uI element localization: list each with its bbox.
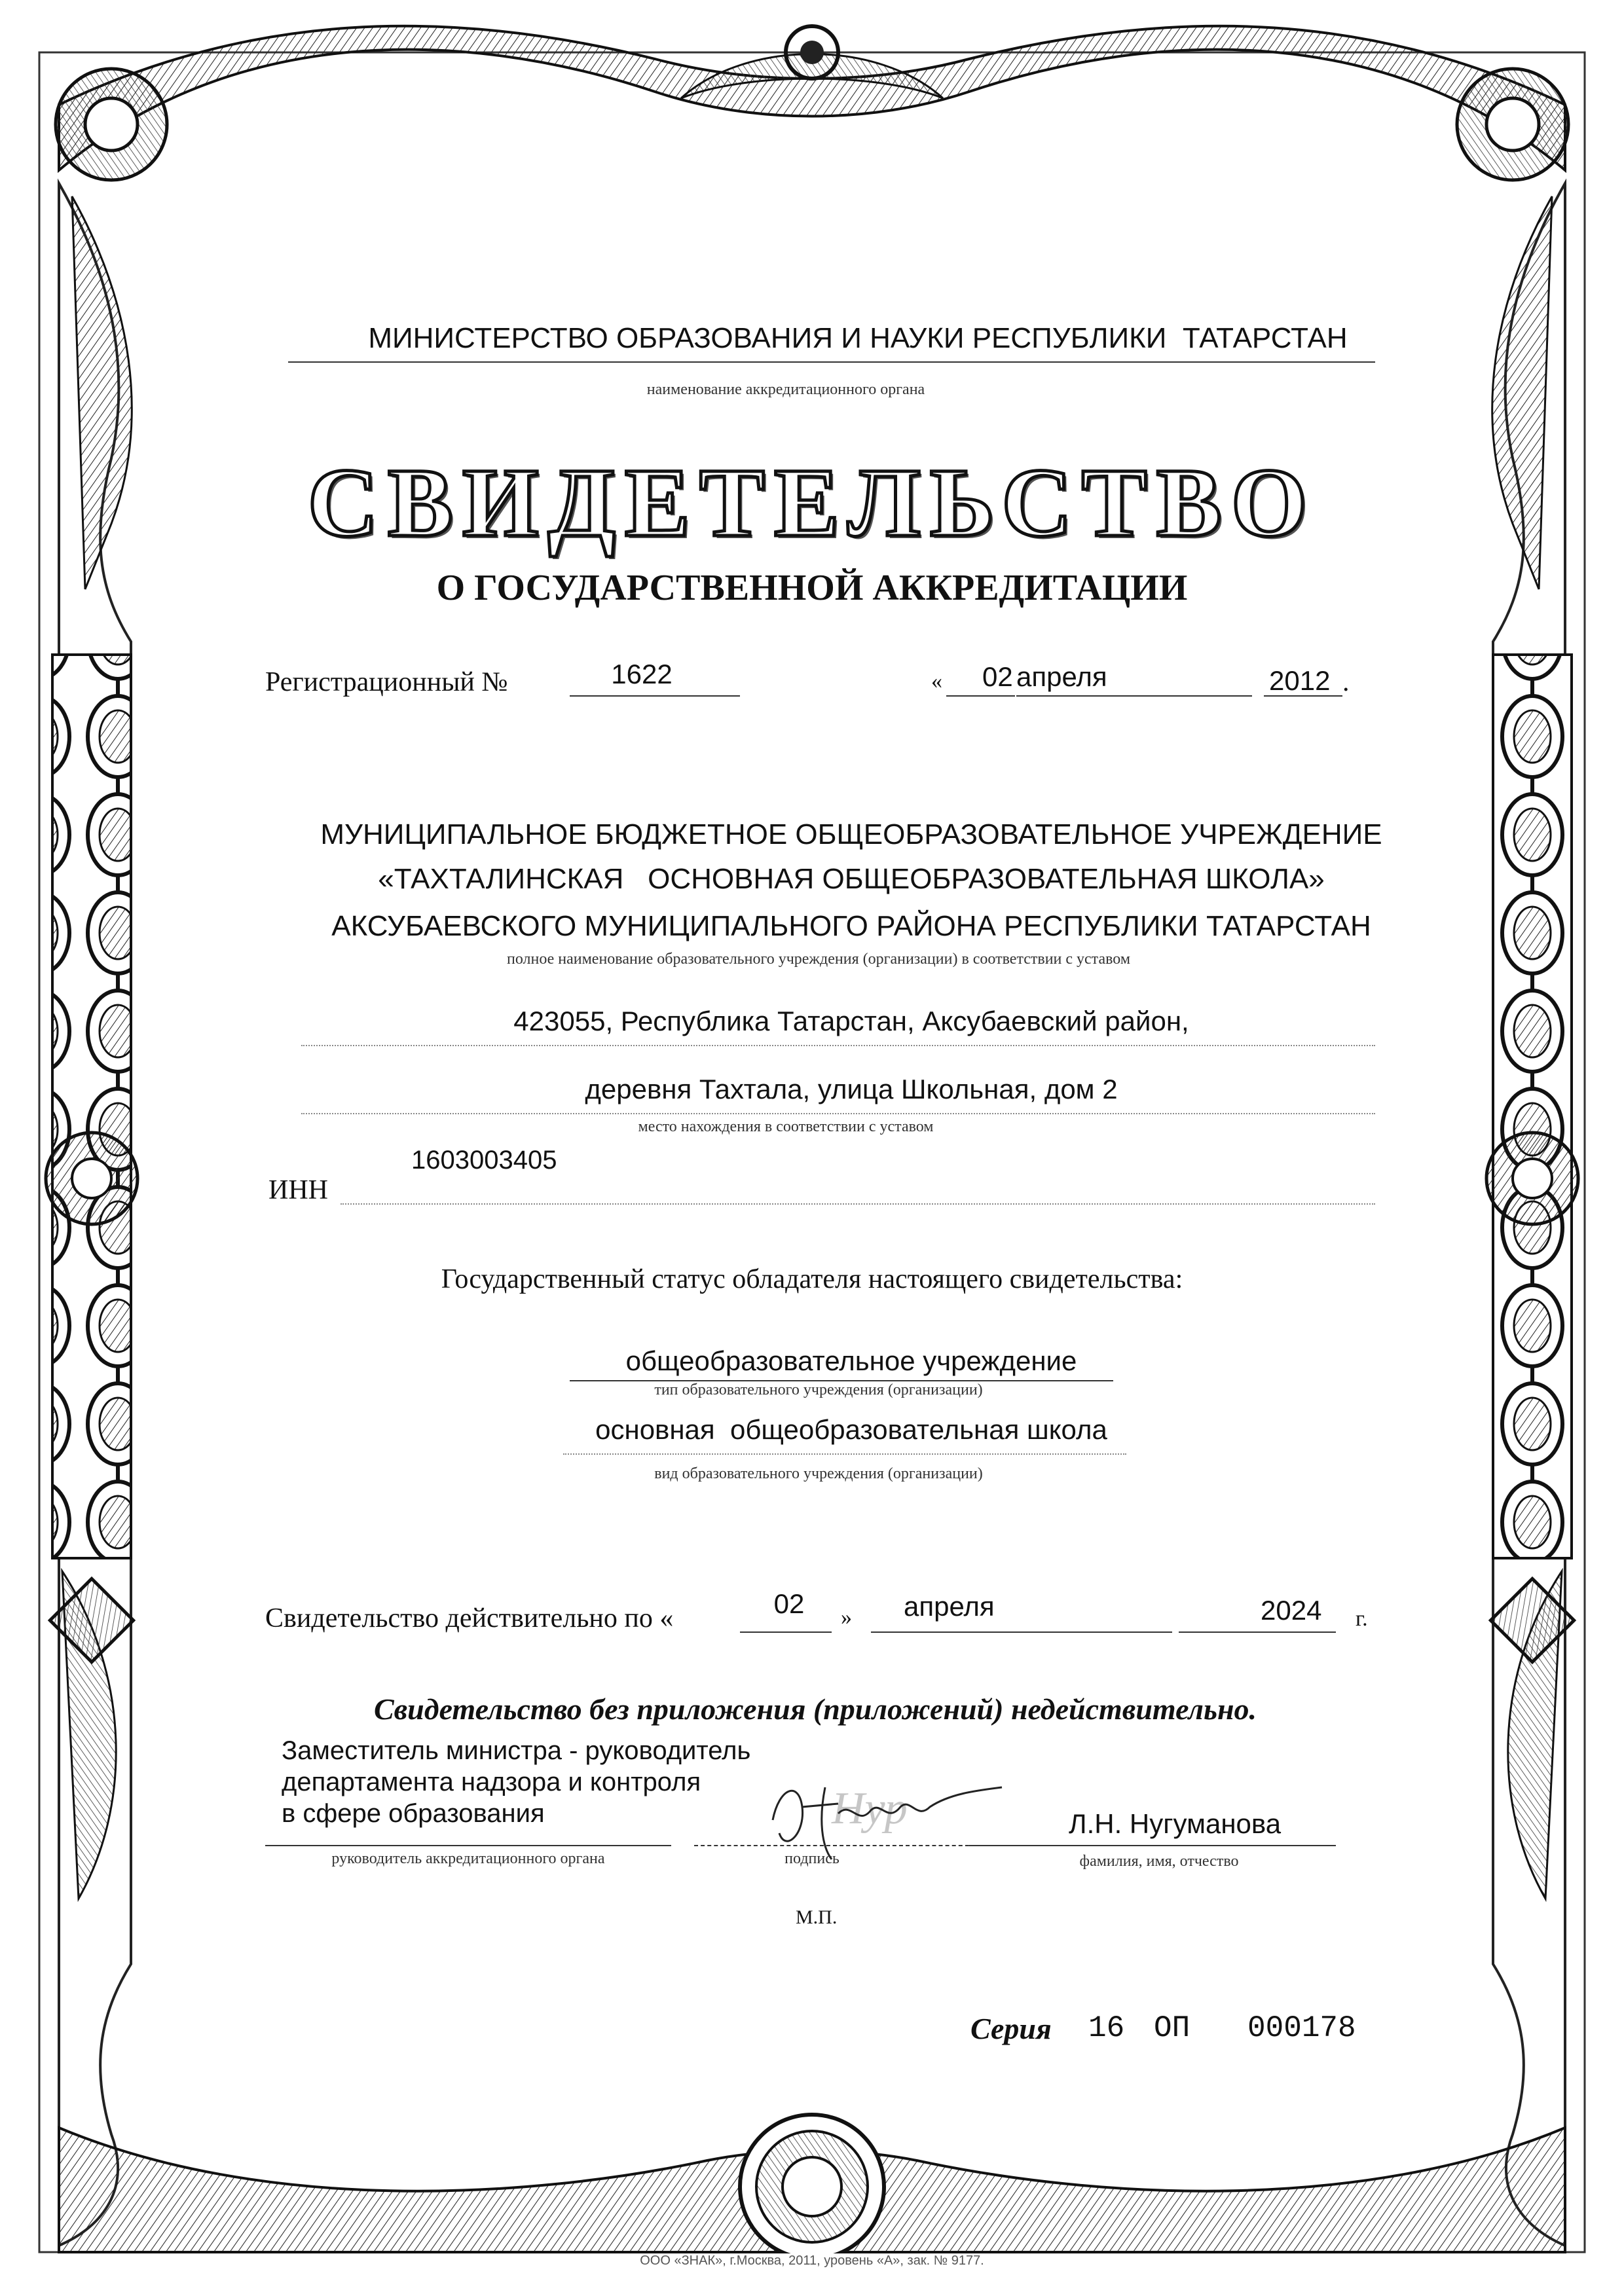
- inn-value: 1603003405: [411, 1146, 557, 1175]
- status-kind-value: основная общеобразовательная школа: [595, 1414, 1107, 1445]
- validity-month: апреля: [904, 1591, 995, 1622]
- address-line-1: 423055, Республика Татарстан, Аксубаевский район,: [513, 1006, 1189, 1036]
- registration-number-line: [570, 695, 740, 697]
- registration-day: 02: [982, 661, 1013, 692]
- registration-open-quote: «: [931, 669, 942, 693]
- status-kind-line: [563, 1453, 1126, 1455]
- authority-underline: [288, 361, 1375, 363]
- series-number: 000178: [1247, 2011, 1356, 2045]
- registration-number: 1622: [611, 659, 673, 689]
- institution-line-1: МУНИЦИПАЛЬНОЕ БЮДЖЕТНОЕ ОБЩЕОБРАЗОВАТЕЛЬНОЕ УЧРЕЖДЕНИЕ: [320, 818, 1382, 850]
- institution-caption: полное наименование образовательного учреждения (организации) в соответствии с уставом: [506, 951, 1131, 968]
- authority-name: МИНИСТЕРСТВО ОБРАЗОВАНИЯ И НАУКИ РЕСПУБЛИКИ ТАТАРСТАН: [368, 322, 1348, 354]
- signature-rule: [694, 1845, 976, 1846]
- validity-day-line: [740, 1631, 832, 1633]
- validity-month-line: [871, 1631, 1172, 1633]
- registration-month-line: [1016, 695, 1252, 697]
- signatory-position-line-2: департамента надзора и контроля: [282, 1768, 701, 1796]
- authority-caption: наименование аккредитационного органа: [646, 381, 925, 398]
- inn-rule: [341, 1203, 1375, 1205]
- registration-month: апреля: [1016, 661, 1107, 692]
- validity-day: 02: [773, 1588, 805, 1619]
- registration-label: Регистрационный №: [265, 667, 508, 697]
- institution-line-2: «ТАХТАЛИНСКАЯ ОСНОВНАЯ ОБЩЕОБРАЗОВАТЕЛЬНАЯ ШКОЛА»: [378, 863, 1325, 895]
- signatory-position-rule: [265, 1845, 671, 1846]
- validity-label: Свидетельство действительно по «: [265, 1603, 674, 1633]
- svg-text:Нур: Нур: [832, 1783, 908, 1834]
- status-heading: Государственный статус обладателя настоящего свидетельства:: [441, 1264, 1183, 1294]
- certificate-title: СВИДЕТЕЛЬСТВО: [307, 448, 1317, 557]
- series-code: ОП: [1154, 2011, 1190, 2045]
- printer-imprint: ООО «ЗНАК», г.Москва, 2011, уровень «А», зак. № 9177.: [550, 2253, 1074, 2269]
- registration-year-line: [1264, 695, 1342, 697]
- signatory-name-caption: фамилия, имя, отчество: [1079, 1853, 1239, 1870]
- series-label: Серия: [970, 2012, 1052, 2045]
- signatory-name-rule: [969, 1845, 1336, 1846]
- address-line-1-rule: [301, 1045, 1375, 1046]
- attachment-notice: Свидетельство без приложения (приложений) недействительно.: [373, 1692, 1257, 1726]
- status-type-value: общеобразовательное учреждение: [625, 1345, 1077, 1376]
- registration-year-suffix: .: [1342, 667, 1350, 697]
- signatory-position-line-3: в сфере образования: [282, 1799, 545, 1828]
- validity-year-suffix: г.: [1356, 1607, 1368, 1631]
- address-line-2-rule: [301, 1113, 1375, 1114]
- address-caption: место нахождения в соответствии с уставом: [638, 1118, 934, 1135]
- signatory-position-caption: руководитель аккредитационного органа: [331, 1850, 605, 1867]
- registration-day-line: [946, 695, 1015, 697]
- status-kind-caption: вид образовательного учреждения (организации): [654, 1465, 983, 1482]
- certificate-subtitle: О ГОСУДАРСТВЕННОЙ АККРЕДИТАЦИИ: [436, 568, 1188, 608]
- seal-place: М.П.: [796, 1906, 838, 1928]
- status-type-caption: тип образовательного учреждения (организации): [654, 1381, 983, 1398]
- signatory-position-line-1: Заместитель министра - руководитель: [282, 1736, 751, 1765]
- address-line-2: деревня Тахтала, улица Школьная, дом 2: [585, 1074, 1118, 1104]
- series-region: 16: [1088, 2011, 1125, 2045]
- signatory-name: Л.Н. Нугуманова: [1069, 1808, 1282, 1839]
- validity-year-line: [1179, 1631, 1336, 1633]
- validity-close-quote: »: [841, 1605, 852, 1630]
- registration-year: 2012: [1269, 665, 1331, 696]
- institution-line-3: АКСУБАЕВСКОГО МУНИЦИПАЛЬНОГО РАЙОНА РЕСПУБЛИКИ ТАТАРСТАН: [331, 910, 1371, 942]
- inn-label: ИНН: [268, 1175, 328, 1205]
- validity-year: 2024: [1261, 1595, 1322, 1626]
- signature-caption: подпись: [784, 1850, 840, 1867]
